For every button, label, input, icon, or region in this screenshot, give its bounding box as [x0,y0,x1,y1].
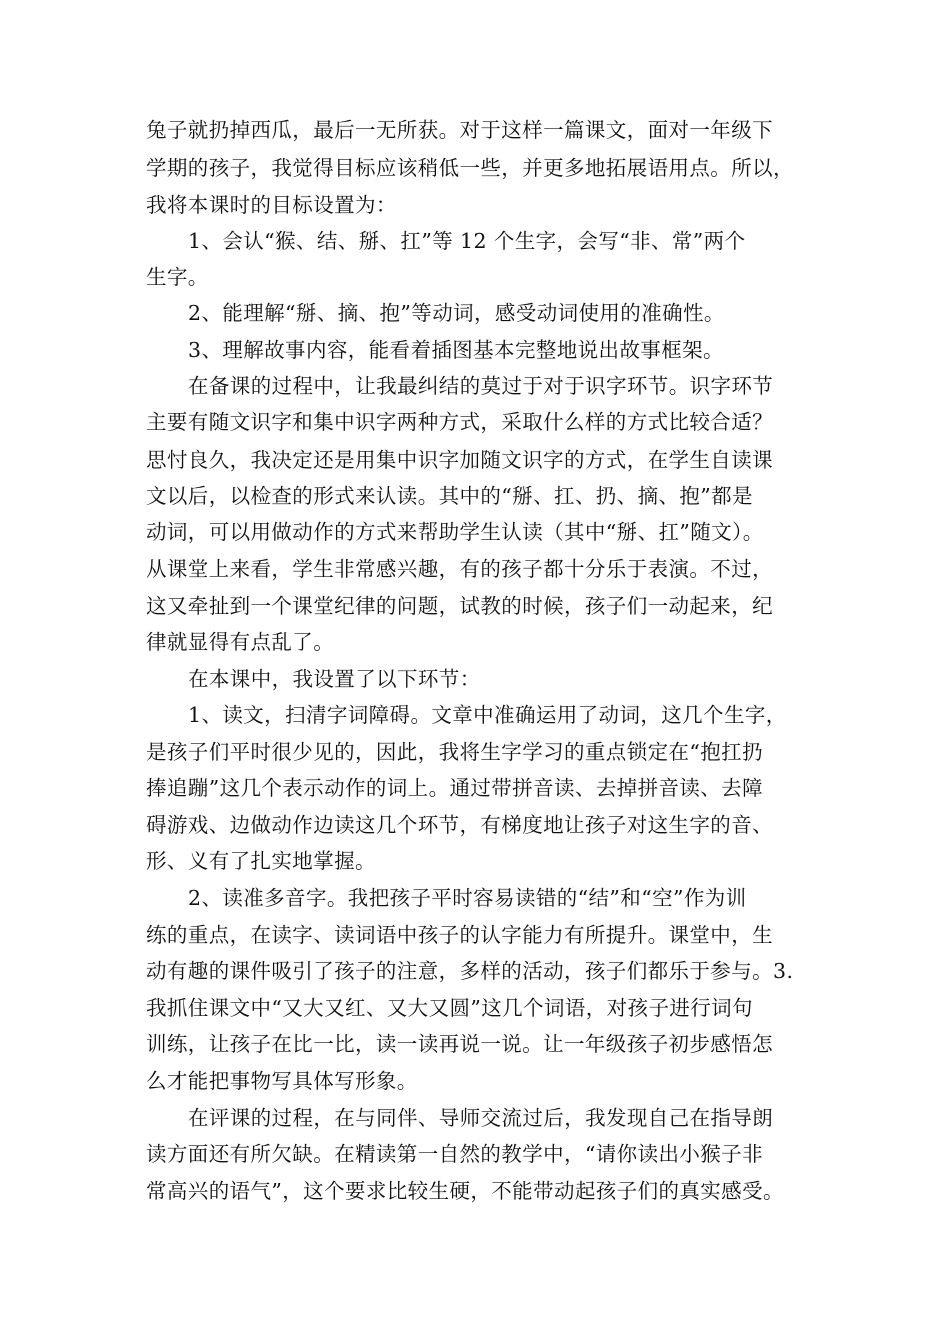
text-line: 在备课的过程中，让我最纠结的莫过于对于识字环节。识字环节 [188,374,774,398]
text-line: 在评课的过程，在与同伴、导师交流过后，我发现自己在指导朗 [188,1106,774,1130]
text-line: 文以后，以检查的形式来认读。其中的“掰、扛、扔、摘、抱”都是 [146,484,753,508]
text-line: 生字。 [146,265,209,289]
text-line: 2、能理解“掰、摘、抱”等动词，感受动词使用的准确性。 [188,301,725,325]
text-line: 兔子就扔掉西瓜，最后一无所获。对于这样一篇课文，面对一年级下 [146,118,773,142]
text-line: 么才能把事物写具体写形象。 [146,1069,418,1093]
text-line: 3、理解故事内容，能看着插图基本完整地说出故事框架。 [188,338,724,362]
text-line: 常高兴的语气”，这个要求比较生硬，不能带动起孩子们的真实感受。 [146,1179,784,1203]
text-line: 1、会认“猴、结、掰、扛”等 12 个生字，会写“非、常”两个 [188,229,746,253]
text-line: 这又牵扯到一个课堂纪律的问题，试教的时候，孩子们一动起来，纪 [146,594,773,618]
text-line: 2、读准多音字。我把孩子平时容易读错的“结”和“空”作为训 [188,886,747,910]
text-line: 我将本课时的目标设置为： [146,193,397,217]
text-line: 读方面还有所欠缺。在精读第一自然的教学中，“请你读出小猴子非 [146,1142,763,1166]
text-line: 是孩子们平时很少见的，因此，我将生字学习的重点锁定在“抱扛扔 [146,740,763,764]
text-line: 主要有随文识字和集中识字两种方式，采取什么样的方式比较合适？ [146,410,773,434]
text-line: 训练，让孩子在比一比，读一读再说一说。让一年级孩子初步感悟怎 [146,1032,773,1056]
text-line: 动有趣的课件吸引了孩子的注意，多样的活动，孩子们都乐于参与。3. [146,959,794,983]
text-line: 练的重点，在读字、读词语中孩子的认字能力有所提升。课堂中，生 [146,923,773,947]
text-line: 我抓住课文中“又大又红、又大又圆”这几个词语，对孩子进行词句 [146,996,753,1020]
text-line: 形、义有了扎实地掌握。 [146,849,376,873]
text-line: 碍游戏、边做动作边读这几个环节，有梯度地让孩子对这生字的音、 [146,813,773,837]
text-line: 思忖良久，我决定还是用集中识字加随文识字的方式，在学生自读课 [146,448,773,472]
text-line: 动词，可以用做动作的方式来帮助学生认读（其中“掰、扛”随文）。 [146,520,764,544]
text-line: 在本课中，我设置了以下环节： [188,667,481,691]
text-line: 1、读文，扫清字词障碍。文章中准确运用了动词，这几个生字， [188,703,787,727]
text-line: 学期的孩子，我觉得目标应该稍低一些，并更多地拓展语用点。所以， [146,156,794,180]
text-line: 捧追蹦”这几个表示动作的词上。通过带拼音读、去掉拼音读、去障 [146,776,763,800]
text-line: 从课堂上来看，学生非常感兴趣，有的孩子都十分乐于表演。不过， [146,557,773,581]
text-line: 律就显得有点乱了。 [146,630,335,654]
